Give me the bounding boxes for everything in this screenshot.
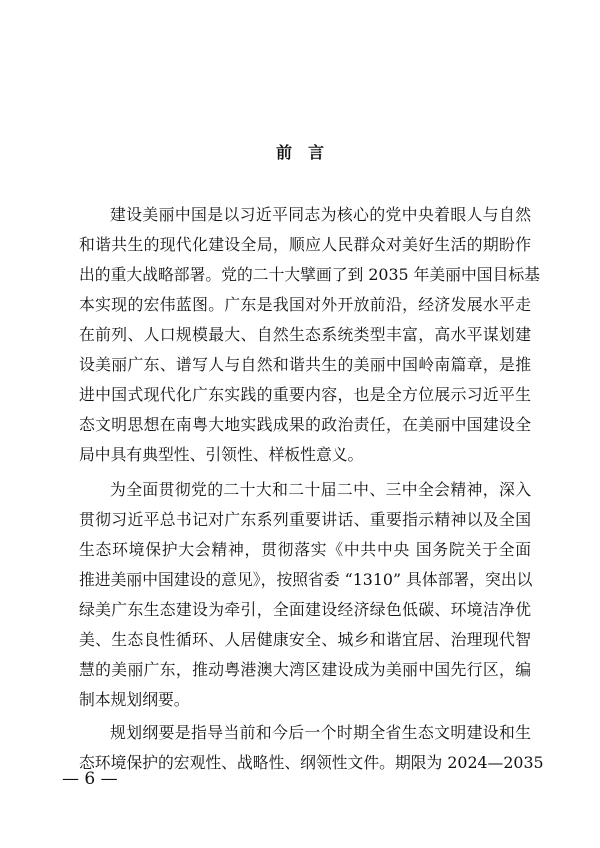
- page-title: 前言: [275, 143, 340, 162]
- text-line: 推进美丽中国建设的意见》，按照省委 “1310” 具体部署，突出以: [79, 570, 533, 589]
- text-line: 出的重大战略部署。党的二十大擘画了到 2035 年美丽中国目标基: [79, 265, 540, 284]
- text-line: 规划纲要是指导当前和今后一个时期全省生态文明建设和生: [110, 723, 531, 742]
- page-number: — 6 —: [62, 769, 118, 789]
- text-line: 态文明思想在南粤大地实践成果的政治责任，在美丽中国建设全: [79, 415, 531, 434]
- text-line: 和谐共生的现代化建设全局，顺应人民群众对美好生活的期盼作: [79, 235, 531, 254]
- text-line: 设美丽广东、谱写人与自然和谐共生的美丽中国岭南篇章，是推: [79, 355, 531, 374]
- text-line: 美、生态良性循环、人居健康安全、城乡和谐宜居、治理现代智: [79, 630, 531, 649]
- text-line: 建设美丽中国是以习近平同志为核心的党中央着眼人与自然: [110, 205, 531, 224]
- text-line: 进中国式现代化广东实践的重要内容，也是全方位展示习近平生: [79, 385, 531, 404]
- text-line: 本实现的宏伟蓝图。广东是我国对外开放前沿，经济发展水平走: [79, 295, 531, 314]
- text-line: 慧的美丽广东，推动粤港澳大湾区建设成为美丽中国先行区，编: [79, 660, 531, 679]
- text-line: 制本规划纲要。: [79, 690, 190, 709]
- text-line: 态环境保护的宏观性、战略性、纲领性文件。期限为 2024—2035: [79, 753, 544, 772]
- text-line: 局中具有典型性、引领性、样板性意义。: [79, 445, 364, 464]
- text-line: 贯彻习近平总书记对广东系列重要讲话、重要指示精神以及全国: [79, 510, 531, 529]
- text-line: 生态环境保护大会精神，贯彻落实《中共中央 国务院关于全面: [79, 540, 531, 559]
- text-line: 在前列、人口规模最大、自然生态系统类型丰富，高水平谋划建: [79, 325, 531, 344]
- text-line: 为全面贯彻党的二十大和二十届二中、三中全会精神，深入: [110, 480, 531, 499]
- body-text: [79, 0, 544, 848]
- text-line: 绿美广东生态建设为牵引，全面建设经济绿色低碳、环境洁净优: [79, 600, 531, 619]
